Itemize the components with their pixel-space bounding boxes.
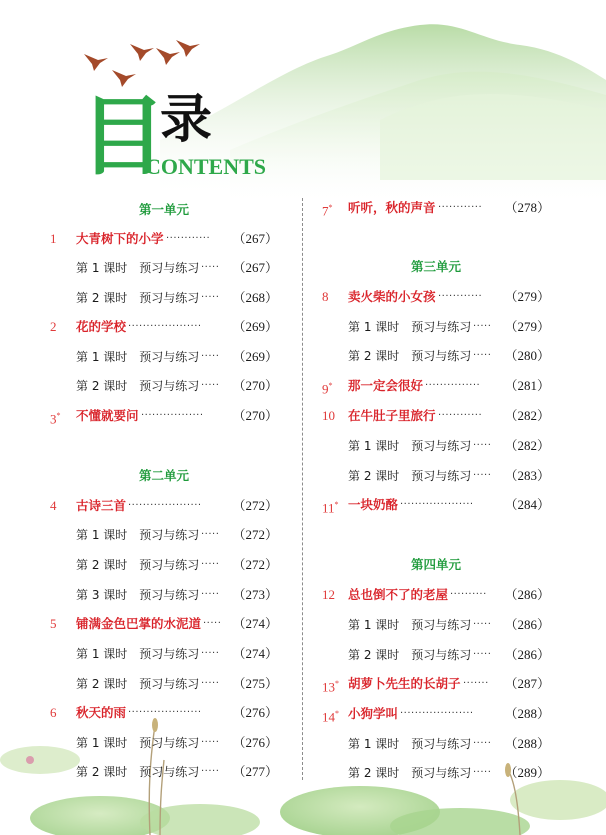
leader-dots: ·····: [473, 350, 492, 361]
lesson-number: [50, 614, 57, 634]
page-number: （289）: [504, 765, 550, 780]
leader-dots: ·····: [201, 529, 220, 540]
leader-dots: ·····: [201, 559, 220, 570]
leader-dots: ····················: [128, 321, 202, 332]
leader-dots: ·····: [473, 649, 492, 660]
leader-dots: ·····: [201, 351, 220, 362]
lesson-number-text: 11: [322, 500, 335, 516]
subentry-title: 第 1 课时 预习与练习: [348, 737, 472, 751]
lesson-number-text: 1: [50, 231, 57, 246]
toc-subentry[interactable]: [50, 288, 278, 308]
page-number: （267）: [232, 231, 278, 246]
lesson-title: 在牛肚子里旅行: [348, 408, 436, 423]
toc-lesson-entry[interactable]: [50, 317, 278, 337]
subentry-title: 第 3 课时 预习与练习: [76, 588, 200, 602]
unit-heading: 第一单元: [138, 202, 189, 217]
page-number: （286）: [504, 587, 550, 602]
page-number: （286）: [504, 647, 550, 662]
lesson-number: [322, 585, 335, 605]
toc-lesson-entry[interactable]: [322, 406, 550, 426]
subentry-title: 第 1 课时 预习与练习: [348, 439, 472, 453]
lesson-number-text: 9: [322, 381, 329, 397]
leader-dots: ·····: [201, 766, 220, 777]
lesson-number: [50, 229, 57, 249]
lesson-title: 那一定会很好: [348, 378, 424, 393]
unit-heading: 第三单元: [410, 259, 461, 274]
lesson-title: 胡萝卜先生的长胡子: [348, 676, 461, 691]
leader-dots: ·····: [201, 737, 220, 748]
leader-dots: ·····: [473, 470, 492, 481]
subentry-title: 第 1 课时 预习与练习: [76, 647, 200, 661]
toc-subentry[interactable]: [322, 734, 550, 754]
toc-subentry[interactable]: [322, 645, 550, 665]
page-number: （281）: [504, 378, 550, 393]
page-number: （274）: [232, 646, 278, 661]
toc-lesson-entry[interactable]: [322, 704, 550, 724]
leader-dots: ·····: [201, 380, 220, 391]
subentry-title: 第 2 课时 预习与练习: [76, 291, 200, 305]
page-number: （278）: [504, 200, 550, 215]
lesson-title: 不懂就要问: [76, 408, 139, 423]
page-number: （276）: [232, 705, 278, 720]
subentry-title: 第 1 课时 预习与练习: [76, 528, 200, 542]
toc-lesson-entry[interactable]: [322, 287, 550, 307]
leader-dots: ·····: [473, 767, 492, 778]
leader-dots: ···············: [425, 380, 481, 391]
toc-subentry[interactable]: [50, 644, 278, 664]
toc-lesson-entry[interactable]: [322, 585, 550, 605]
leader-dots: ·················: [141, 410, 204, 421]
lesson-number-text: 10: [322, 408, 335, 423]
unit-heading: 第四单元: [410, 557, 461, 572]
optional-star: *: [328, 381, 333, 390]
lesson-number: [50, 496, 57, 516]
leader-dots: ·····: [473, 440, 492, 451]
lesson-number: [322, 198, 333, 221]
page-number: （277）: [232, 764, 278, 779]
lesson-number: [322, 704, 339, 727]
toc-lesson-entry[interactable]: [322, 198, 550, 218]
lesson-number: [50, 406, 61, 429]
leader-dots: ·····: [201, 648, 220, 659]
page-number: （279）: [504, 289, 550, 304]
toc-subentry[interactable]: [322, 466, 550, 486]
leader-dots: ·····: [201, 678, 220, 689]
subentry-title: 第 2 课时 预习与练习: [348, 349, 472, 363]
subentry-title: 第 1 课时 预习与练习: [76, 736, 200, 750]
toc-subentry[interactable]: [50, 733, 278, 753]
toc-subentry[interactable]: [50, 555, 278, 575]
optional-star: *: [56, 411, 61, 420]
leader-dots: ·····: [201, 262, 220, 273]
unit-heading: 第二单元: [138, 468, 189, 483]
lesson-number: [322, 674, 339, 697]
lesson-number-text: 12: [322, 587, 335, 602]
subentry-title: 第 2 课时 预习与练习: [76, 677, 200, 691]
leader-dots: ····················: [128, 500, 202, 511]
leader-dots: ············: [438, 291, 483, 302]
lesson-title: 古诗三首: [76, 498, 127, 513]
column-divider: [302, 198, 303, 780]
lesson-title: 花的学校: [76, 319, 127, 334]
toc-lesson-entry[interactable]: [322, 495, 550, 515]
page-number: （275）: [232, 676, 278, 691]
optional-star: *: [335, 679, 339, 688]
toc-lesson-entry[interactable]: [50, 703, 278, 723]
subentry-title: 第 2 课时 预习与练习: [348, 469, 472, 483]
toc-lesson-entry[interactable]: [50, 496, 278, 516]
lesson-title: 总也倒不了的老屋: [348, 587, 449, 602]
lesson-number-text: 4: [50, 498, 57, 513]
lesson-title: 卖火柴的小女孩: [348, 289, 436, 304]
page-number: （270）: [232, 378, 278, 393]
page-number: （282）: [504, 408, 550, 423]
lesson-title: 小狗学叫: [348, 706, 399, 721]
lesson-number: [50, 317, 57, 337]
subentry-title: 第 2 课时 预习与练习: [348, 766, 472, 780]
leader-dots: ·····: [473, 619, 492, 630]
subentry-title: 第 1 课时 预习与练习: [76, 261, 200, 275]
lesson-number: [50, 703, 57, 723]
lesson-number-text: 5: [50, 616, 57, 631]
leader-dots: ··········: [450, 589, 487, 600]
optional-star: *: [328, 203, 333, 212]
leader-dots: ············: [438, 202, 483, 213]
lesson-number: [322, 495, 339, 518]
toc-subentry[interactable]: [50, 762, 278, 782]
subentry-title: 第 2 课时 预习与练习: [348, 648, 472, 662]
page-number: （274）: [232, 616, 278, 631]
leader-dots: ·······: [463, 678, 489, 689]
toc-subentry[interactable]: [322, 763, 550, 783]
leader-dots: ·····: [203, 618, 222, 629]
page-number: （287）: [504, 676, 550, 691]
leader-dots: ·····: [201, 589, 220, 600]
leader-dots: ·····: [201, 292, 220, 303]
title-main-char: 目: [80, 87, 164, 187]
page-number: （280）: [504, 348, 550, 363]
page-number: （282）: [504, 438, 550, 453]
lesson-number-text: 2: [50, 319, 57, 334]
page-number: （284）: [504, 497, 550, 512]
subentry-title: 第 2 课时 预习与练习: [76, 558, 200, 572]
toc-subentry[interactable]: [50, 525, 278, 545]
subentry-title: 第 1 课时 预习与练习: [348, 618, 472, 632]
toc-lesson-entry[interactable]: [50, 406, 278, 426]
page-number: （269）: [232, 319, 278, 334]
leader-dots: ············: [166, 233, 211, 244]
page-number: （273）: [232, 587, 278, 602]
subentry-title: 第 2 课时 预习与练习: [76, 379, 200, 393]
page-number: （272）: [232, 527, 278, 542]
leader-dots: ····················: [128, 707, 202, 718]
lesson-title: 秋天的雨: [76, 705, 127, 720]
page-number: （268）: [232, 290, 278, 305]
toc-subentry[interactable]: [322, 615, 550, 635]
lesson-title: 听听，秋的声音: [348, 200, 436, 215]
lesson-number-text: 7: [322, 203, 329, 219]
page-number: （267）: [232, 260, 278, 275]
lesson-number-text: 3: [50, 411, 57, 427]
page-number: （279）: [504, 319, 550, 334]
page-number: （283）: [504, 468, 550, 483]
page-number: （288）: [504, 736, 550, 751]
title-english: CONTENTS: [145, 154, 267, 179]
lesson-number-text: 6: [50, 705, 57, 720]
lesson-number: [322, 406, 335, 426]
lesson-number-text: 13: [322, 679, 335, 695]
leader-dots: ············: [438, 410, 483, 421]
toc-subentry[interactable]: [50, 674, 278, 694]
toc-lesson-entry[interactable]: [50, 229, 278, 249]
page-number: （288）: [504, 706, 550, 721]
page-number: （276）: [232, 735, 278, 750]
toc-subentry[interactable]: [50, 376, 278, 396]
leader-dots: ·····: [473, 321, 492, 332]
page-number: （286）: [504, 617, 550, 632]
lesson-number-text: 8: [322, 289, 329, 304]
lesson-number-text: 14: [322, 709, 335, 725]
title-second-char: 录: [160, 90, 213, 150]
lesson-title: 一块奶酪: [348, 497, 399, 512]
subentry-title: 第 2 课时 预习与练习: [76, 765, 200, 779]
toc-lesson-entry[interactable]: [322, 674, 550, 694]
subentry-title: 第 1 课时 预习与练习: [76, 350, 200, 364]
leader-dots: ····················: [400, 499, 474, 510]
page-number: （272）: [232, 498, 278, 513]
toc-subentry[interactable]: [50, 585, 278, 605]
toc-subentry[interactable]: [322, 346, 550, 366]
toc-lesson-entry[interactable]: [50, 614, 278, 634]
leader-dots: ····················: [400, 708, 474, 719]
page-number: （272）: [232, 557, 278, 572]
toc-subentry[interactable]: [50, 258, 278, 278]
lesson-number: [322, 376, 333, 399]
lesson-title: 大青树下的小学: [76, 231, 164, 246]
optional-star: *: [335, 709, 339, 718]
toc-subentry[interactable]: [322, 436, 550, 456]
optional-star: *: [334, 500, 339, 509]
leader-dots: ·····: [473, 738, 492, 749]
lesson-title: 铺满金色巴掌的水泥道: [76, 616, 202, 631]
toc-subentry[interactable]: [50, 347, 278, 367]
subentry-title: 第 1 课时 预习与练习: [348, 320, 472, 334]
page-number: （269）: [232, 349, 278, 364]
page-number: （270）: [232, 408, 278, 423]
toc-subentry[interactable]: [322, 317, 550, 337]
toc-lesson-entry[interactable]: [322, 376, 550, 396]
lesson-number: [322, 287, 329, 307]
